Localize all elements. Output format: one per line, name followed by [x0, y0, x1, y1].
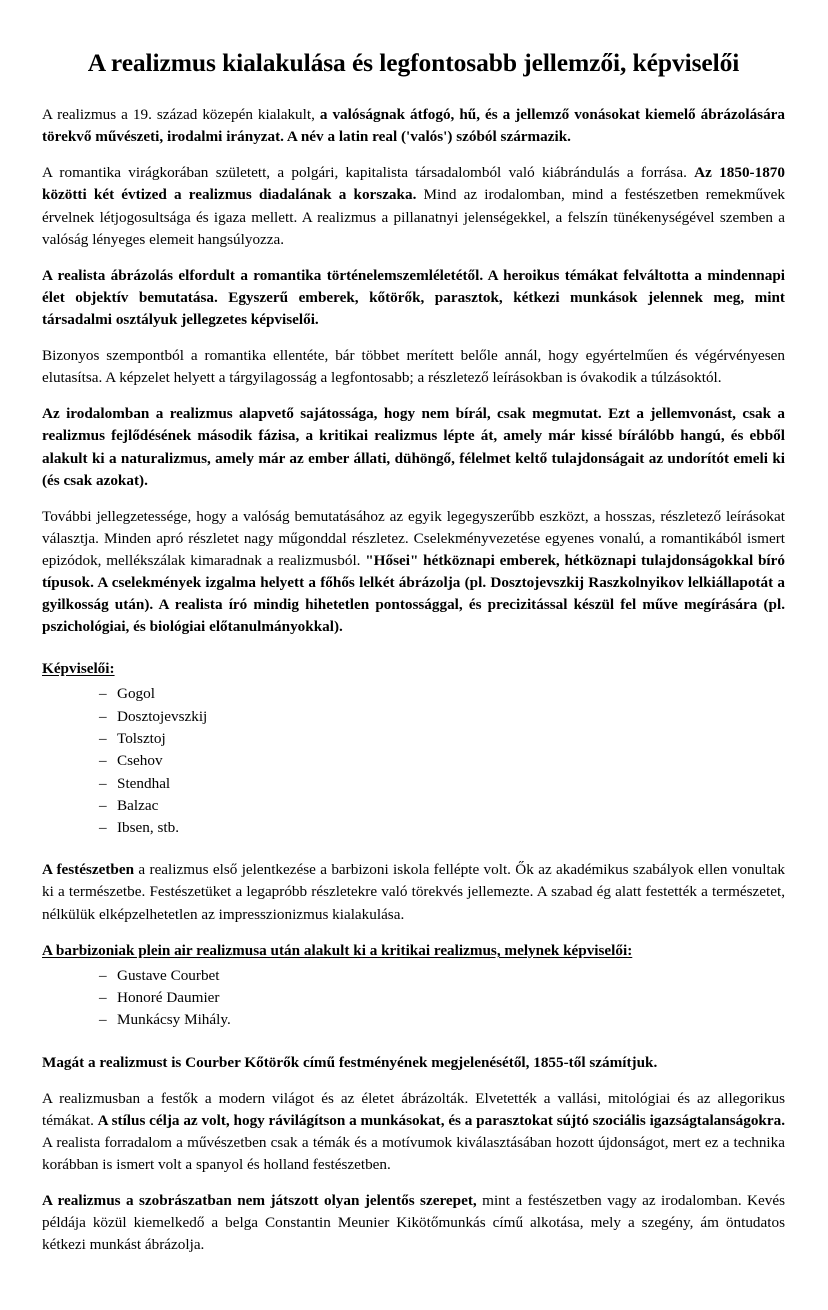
list-item-label: Dosztojevszkij [117, 707, 208, 725]
text-run-bold: a valóságnak átfogó, hű, és a jellemző vonásokat kiemelő ábrázolására törekvő művészeti, irodalmi irányzat. A név a latin real ('valós') szóból származik. [42, 106, 786, 146]
text-run: További jellegzetessége, hogy a valóság bemutatásához az egyik legegyszerűbb eszközt, a hosszas, részletező leírásokat választja. Minden apró részletet nagy műgonddal részletez. Cselekményvezetése egyenes vonalú, a romantikából ismert epizódok, mellékszálak kimaradnak a realizmusból. [42, 507, 785, 569]
dash-bullet-icon: – [99, 819, 107, 837]
heading-representatives: Képviselői: [42, 660, 115, 678]
text-run: a realizmus első jelentkezése a barbizoni iskola fellépte volt. Ők az akadémikus szabályok ellen vonultak ki a természetbe. Festészetüket a legapróbb részletekre való törekvés jellemezte. A szabad ég alatt festették a természetet, nélkülük elképzelhetetlen az impresszionizmus kialakulása. [42, 861, 785, 923]
text-run: A realizmusban a festők a modern világot és az életet ábrázolták. Elvetették a vallási, mitológiai és az allegorikus témákat. [42, 1089, 785, 1129]
list-item [42, 817, 785, 839]
paragraph-realist-depiction [42, 265, 785, 331]
page-title: A realizmus kialakulása és legfontosabb jellemzői, képviselői [87, 48, 740, 77]
paragraph-further-characteristics [42, 506, 785, 639]
heading-barbizon: A barbizoniak plein air realizmusa után alakult ki a kritikai realizmus, melynek képviselői: [42, 941, 633, 959]
list-item-label: Gogol [117, 685, 155, 703]
dash-bullet-icon: – [99, 707, 107, 725]
text-run: A realista forradalom a művészetben csak a témák és a motívumok kiválasztásában hozott újdonságot, mert ez a technika korábban is ismert volt a spanyol és holland festészetben. [42, 1133, 785, 1174]
list-item [42, 750, 785, 772]
paragraph-intro [42, 104, 785, 148]
list-item-label: Tolsztoj [117, 730, 166, 748]
paragraph-romanticism-origin [42, 162, 785, 250]
text-run-bold: A festészetben [42, 861, 135, 879]
text-run-bold: Az 1850-1870 közötti két évtized a realizmus diadalának a korszaka. [42, 164, 785, 204]
list-item [42, 728, 785, 750]
text-run-bold: A realista ábrázolás elfordult a romantika történelemszemléletétől. A heroikus témákat felváltotta a mindennapi élet objektív bemutatása. Egyszerű emberek, kőtörők, parasztok, kétkezi munkások jelennek meg, mint társadalmi osztályuk jellegzetes képviselői. [42, 266, 785, 328]
text-run-bold: Az irodalomban a realizmus alapvető sajátossága, hogy nem bírál, csak megmutat. Ezt a jellemvonást, csak a realizmus fejlődésének második fázisa, a kritikai realizmus lépte át, amely már kissé bírálóbb hangú, és ebből alakult ki a naturalizmus, amely már az ember állati, dühöngő, félelmet keltő tulajdonságait az undorítót emeli ki (és csak azokat). [42, 405, 785, 489]
paragraph-sculpture [42, 1190, 785, 1256]
text-run: mint a festészetben vagy az irodalomban. Kevés példája közül kiemelkedő a belga Constantin Meunier Kikötőmunkás című alkotása, mely a szegény, ám öntudatos kétkezi munkást ábrázolja. [42, 1192, 785, 1254]
list-item [42, 706, 785, 728]
text-run-bold: A realizmus a szobrászatban nem játszott olyan jelentős szerepet, [42, 1192, 477, 1210]
list-item [42, 987, 785, 1009]
paragraph-opposite-romanticism [42, 345, 785, 389]
text-run: Mind az irodalomban, mind a festészetben remekművek érvelnek létjogosultsága és igaza mellett. A realizmus a pillanatnyi jelenségekkel, a felszín tünékenységével szemben a valóság lényeges elemeit hangsúlyozza. [42, 186, 786, 248]
list-item-label: Stendhal [117, 774, 171, 792]
text-run: A romantika virágkorában született, a polgári, kapitalista társadalomból való kiábrándulás a forrása. [42, 164, 695, 182]
dash-bullet-icon: – [99, 966, 107, 984]
dash-bullet-icon: – [99, 685, 107, 703]
text-run: Bizonyos szempontból a romantika ellentéte, bár többet merített belőle annál, hogy egyértelműen és végérvényesen elutasítsa. A képzelet helyett a tárgyilagosság a legfontosabb; a részletező leírásokban is óvakodik a túlzásoktól. [42, 347, 785, 387]
text-run-bold: "Hősei" hétköznapi emberek, hétköznapi tulajdonságokkal bíró típusok. A cselekmények izgalma helyett a főhős lelkét ábrázolja (pl. Dosztojevszkij Raszkolnyikov lelkiállapotát a gyilkosság után). A realista író mindig hihetetlen pontossággal, és precizitással készül fel műve megírására (pl. pszichológiai, és biológiai előtanulmányokkal). [42, 551, 785, 636]
list-representatives [42, 683, 785, 839]
list-item-label: Gustave Courbet [117, 966, 220, 984]
list-item-label: Balzac [117, 796, 159, 814]
dash-bullet-icon: – [99, 774, 107, 792]
list-item [42, 1009, 785, 1031]
list-item-label: Ibsen, stb. [117, 819, 180, 837]
list-item-label: Csehov [117, 752, 163, 770]
list-item-label: Munkácsy Mihály. [117, 1011, 231, 1029]
paragraph-painting [42, 859, 785, 925]
list-item [42, 965, 785, 987]
dash-bullet-icon: – [99, 730, 107, 748]
paragraph-painters-themes [42, 1088, 785, 1176]
list-item-label: Honoré Daumier [117, 989, 220, 1007]
dash-bullet-icon: – [99, 796, 107, 814]
list-barbizon-painters [42, 965, 785, 1032]
list-item [42, 795, 785, 817]
list-item [42, 683, 785, 705]
paragraph-courbet-date [42, 1052, 785, 1074]
text-run-bold: Magát a realizmust is Courber Kőtörők című festményének megjelenésétől, 1855-től számítjuk. [42, 1053, 658, 1071]
dash-bullet-icon: – [99, 1011, 107, 1029]
paragraph-literature-feature [42, 403, 785, 491]
text-run-bold: A stílus célja az volt, hogy rávilágítson a munkásokat, és a parasztokat sújtó szociális igazságtalanságokra. [97, 1111, 785, 1129]
dash-bullet-icon: – [99, 989, 107, 1007]
dash-bullet-icon: – [99, 752, 107, 770]
text-run: A realizmus a 19. század közepén kialakult, [42, 106, 320, 124]
list-item [42, 773, 785, 795]
